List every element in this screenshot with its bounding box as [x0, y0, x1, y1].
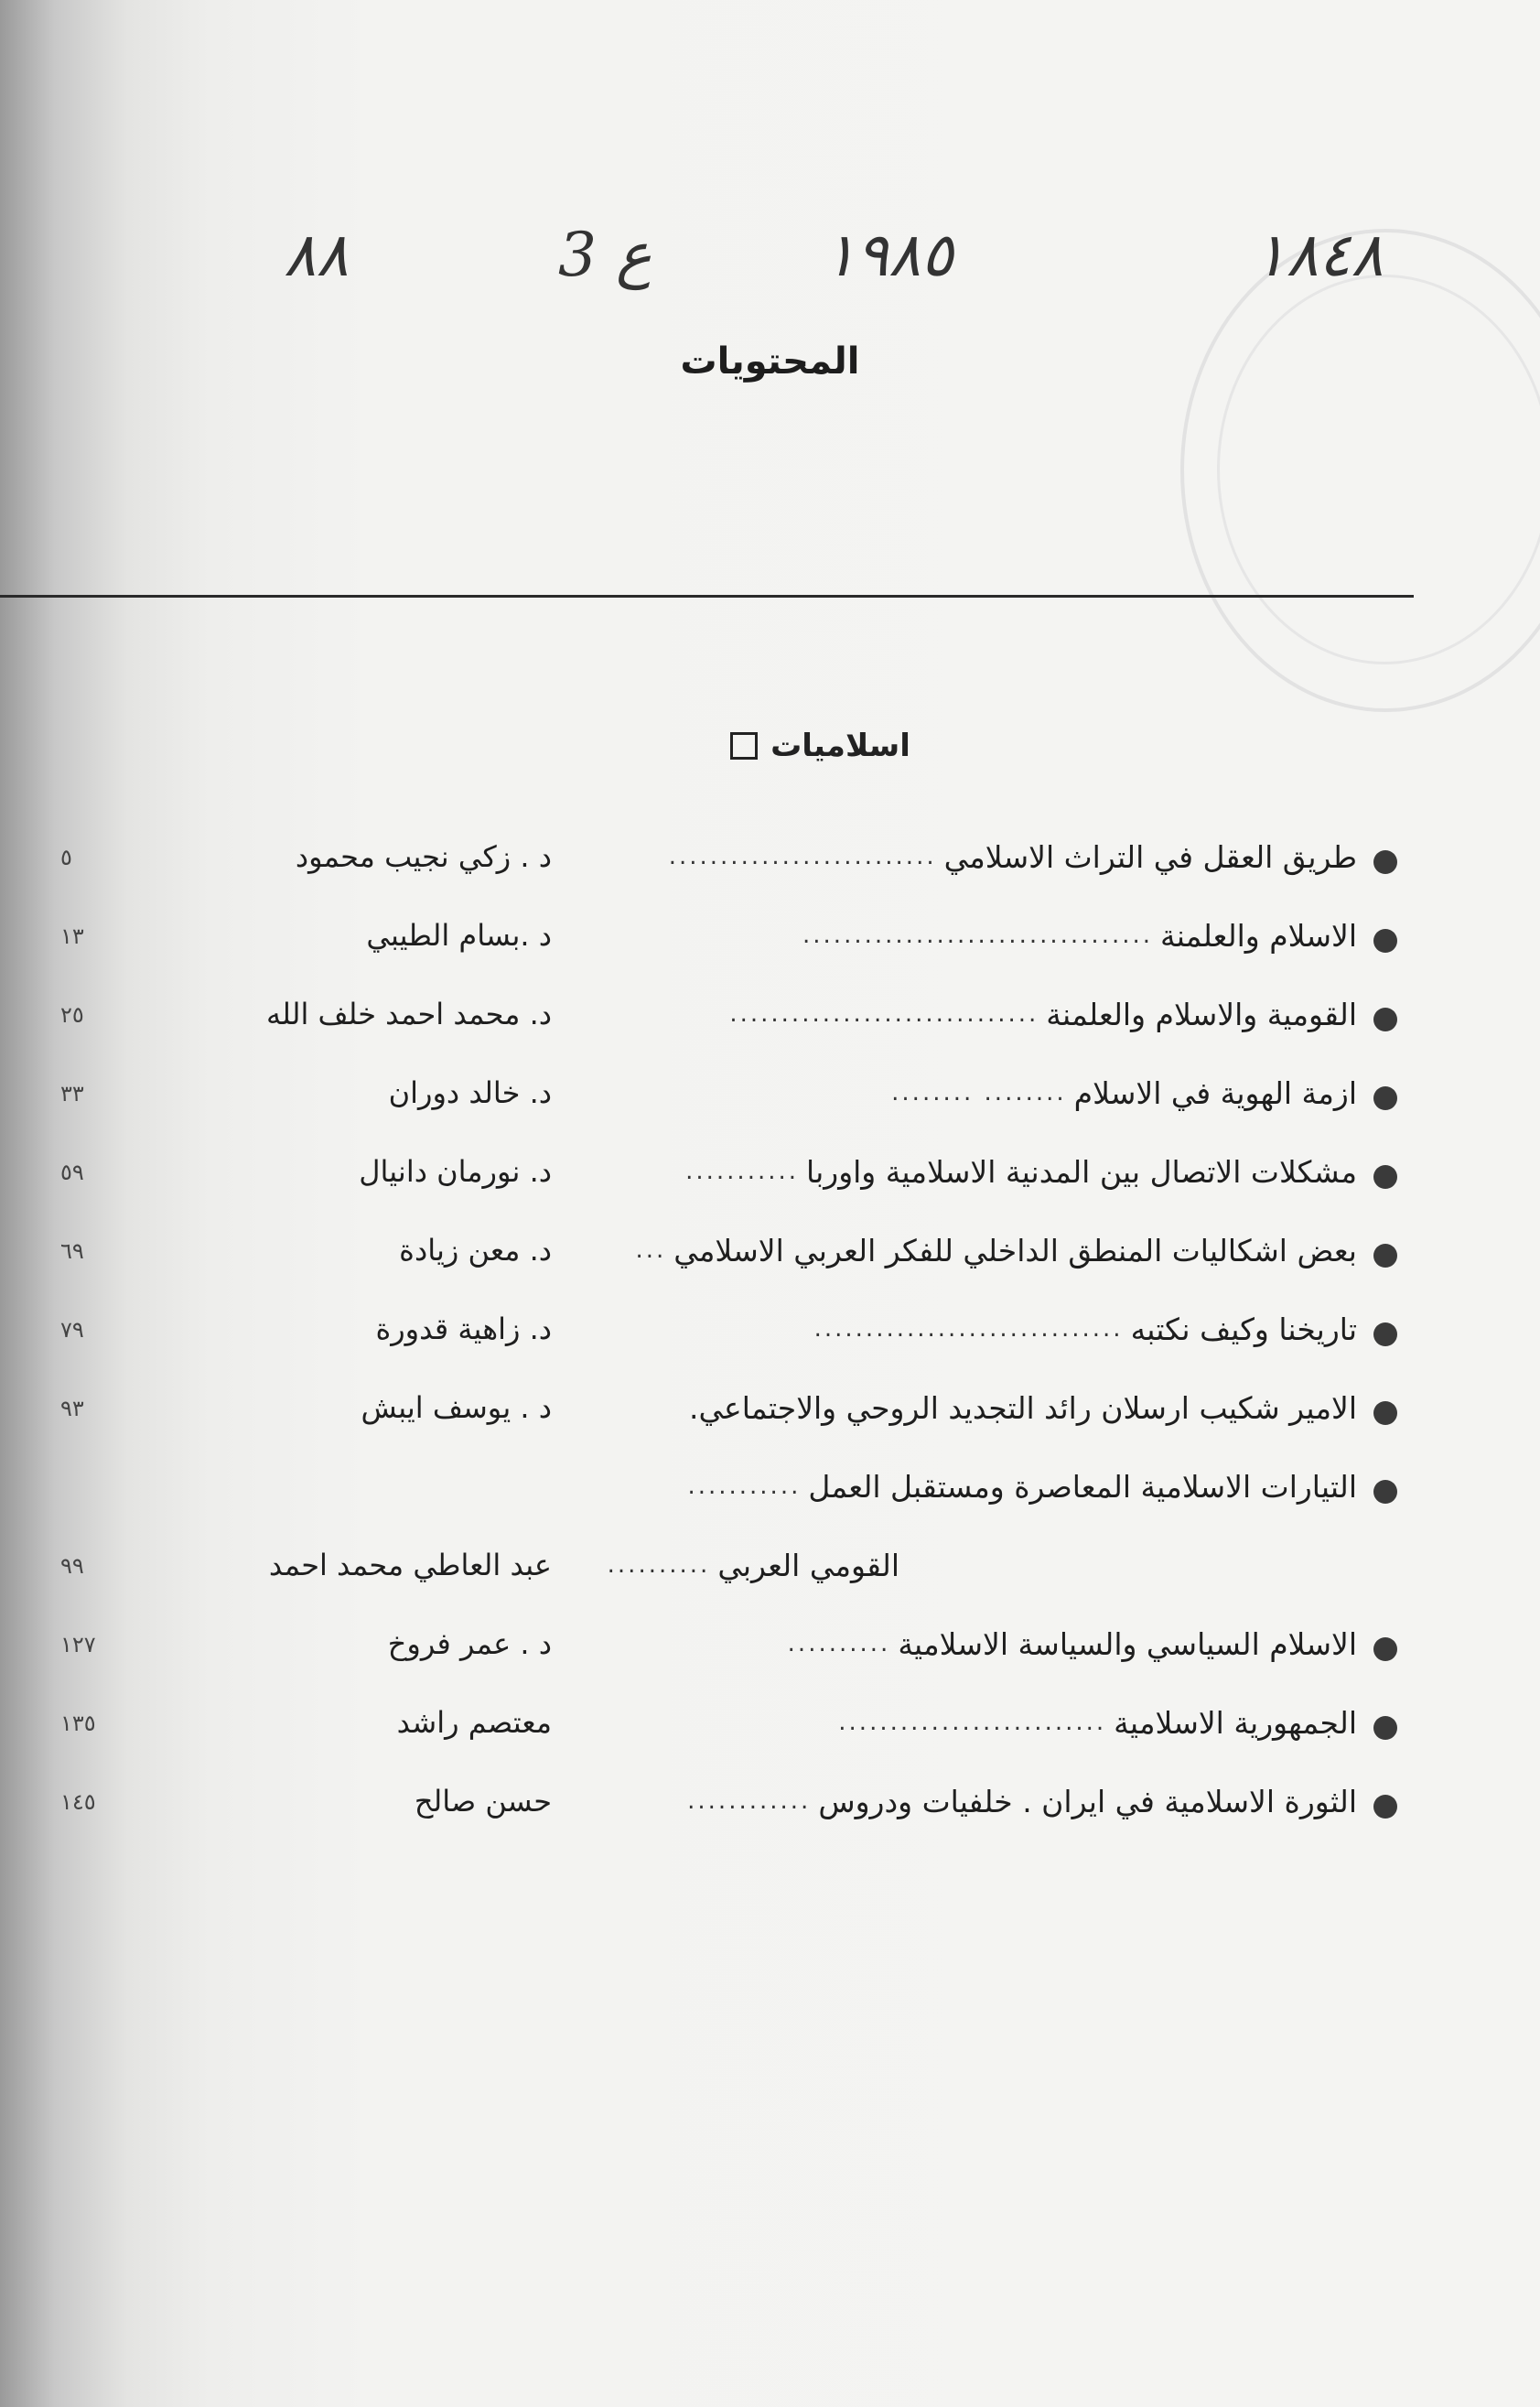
page-title: المحتويات [680, 340, 860, 383]
table-of-contents [0, 828, 1540, 1851]
toc-entry-title: بعض اشكاليات المنطق الداخلي للفكر العربي الاسلامي [673, 1233, 1357, 1268]
bullet-icon [1373, 929, 1397, 953]
handwritten-volume: 3 ع [558, 220, 652, 290]
toc-entry-page: ٦٩ [60, 1238, 84, 1264]
handwritten-year: ١٩٨٥ [824, 220, 953, 290]
toc-leader-dots: .......... [787, 1630, 891, 1657]
toc-leader-dots: .............................. [729, 1000, 1039, 1028]
toc-entry-author: معتصم راشد [396, 1705, 552, 1740]
toc-leader-dots: ............ [687, 1787, 812, 1815]
toc-entry-page: ٣٣ [60, 1081, 84, 1106]
handwritten-header [238, 220, 1501, 302]
stamp-ring-inner [1217, 275, 1540, 664]
section-title: اسلاميات [770, 728, 910, 764]
toc-entry [0, 1379, 1540, 1458]
toc-entry-title: التيارات الاسلامية المعاصرة ومستقبل العمل [808, 1469, 1357, 1505]
bullet-icon [1373, 1008, 1397, 1031]
bullet-icon [1373, 1480, 1397, 1504]
toc-leader-dots: .................................. [802, 922, 1154, 949]
bullet-icon [1373, 1165, 1397, 1189]
handwritten-code: ٨٨ [284, 220, 349, 290]
toc-entry-page: ١٣ [60, 923, 84, 949]
bullet-icon [1373, 1716, 1397, 1740]
toc-entry-title: طريق العقل في التراث الاسلامي [943, 839, 1357, 875]
toc-entry-page: ٢٥ [60, 1002, 84, 1028]
toc-entry-author: د . يوسف ايبش [361, 1390, 552, 1425]
toc-entry-title: الامير شكيب ارسلان رائد التجديد الروحي والاجتماعي. [689, 1390, 1357, 1426]
toc-entry-title: تاريخنا وكيف نكتبه [1130, 1311, 1357, 1347]
toc-entry-title: الثورة الاسلامية في ايران . خلفيات ودروس [818, 1784, 1357, 1819]
toc-entry [0, 1615, 1540, 1694]
toc-entry-title: الاسلام والعلمنة [1160, 918, 1357, 954]
toc-entry-page: ١٤٥ [60, 1789, 96, 1815]
toc-entry-author: د . عمر فروخ [387, 1626, 552, 1661]
divider-line [0, 595, 1414, 598]
toc-leader-dots: ... [635, 1236, 667, 1264]
bullet-icon [1373, 1322, 1397, 1346]
toc-entry-page: ٩٣ [60, 1396, 84, 1421]
toc-entry [0, 1064, 1540, 1143]
toc-leader-dots: ........ ........ [891, 1079, 1067, 1106]
toc-entry [0, 1301, 1540, 1379]
toc-entry [0, 1458, 1540, 1537]
bullet-icon [1373, 1795, 1397, 1819]
toc-entry-page: ٥٩ [60, 1160, 84, 1185]
toc-entry-title: مشكلات الاتصال بين المدنية الاسلامية واوربا [806, 1154, 1357, 1190]
toc-entry [0, 986, 1540, 1064]
toc-leader-dots: .......................... [668, 843, 937, 870]
toc-leader-dots: .............................. [813, 1315, 1124, 1343]
toc-entry-author: د . زكي نجيب محمود [295, 839, 552, 874]
toc-leader-dots: .......................... [838, 1709, 1107, 1736]
toc-entry [0, 1537, 1540, 1615]
toc-entry [0, 907, 1540, 986]
bullet-icon [1373, 1244, 1397, 1268]
toc-leader-dots: ........... [687, 1473, 802, 1500]
bullet-icon [1373, 1637, 1397, 1661]
toc-entry-page: ١٢٧ [60, 1632, 96, 1657]
toc-entry-author: د. زاهية قدورة [375, 1311, 552, 1346]
toc-leader-dots: ........... [685, 1158, 800, 1185]
toc-entry-title: ازمة الهوية في الاسلام [1073, 1075, 1357, 1111]
toc-entry-author: د. نورمان دانيال [359, 1154, 552, 1189]
toc-entry-title: الاسلام السياسي والسياسة الاسلامية [898, 1626, 1357, 1662]
toc-entry-author: د .بسام الطيبي [366, 918, 552, 953]
bullet-icon [1373, 1401, 1397, 1425]
toc-entry-title: القومي العربي [717, 1548, 899, 1583]
bullet-icon [1373, 850, 1397, 874]
toc-entry-page: ٧٩ [60, 1317, 84, 1343]
toc-entry-author: حسن صالح [414, 1784, 552, 1819]
toc-entry-page: ٥ [60, 845, 72, 870]
toc-entry-author: د. خالد دوران [388, 1075, 552, 1110]
toc-entry [0, 1694, 1540, 1773]
toc-entry-author: عبد العاطي محمد احمد [268, 1548, 552, 1582]
bullet-icon [1373, 1086, 1397, 1110]
toc-entry [0, 1143, 1540, 1222]
toc-entry [0, 1222, 1540, 1301]
toc-entry-title: القومية والاسلام والعلمنة [1046, 997, 1357, 1032]
toc-entry-page: ١٣٥ [60, 1711, 96, 1736]
checkbox-square-icon [730, 732, 758, 760]
toc-entry-author: د. محمد احمد خلف الله [265, 997, 552, 1031]
toc-entry [0, 828, 1540, 907]
toc-entry-page: ٩٩ [60, 1553, 84, 1579]
section-heading [0, 728, 1540, 764]
toc-entry [0, 1773, 1540, 1851]
handwritten-serial: ١٨٤٨ [1254, 220, 1384, 290]
toc-leader-dots: .......... [607, 1551, 711, 1579]
toc-entry-title: الجمهورية الاسلامية [1114, 1705, 1357, 1741]
toc-entry-author: د. معن زيادة [399, 1233, 552, 1268]
